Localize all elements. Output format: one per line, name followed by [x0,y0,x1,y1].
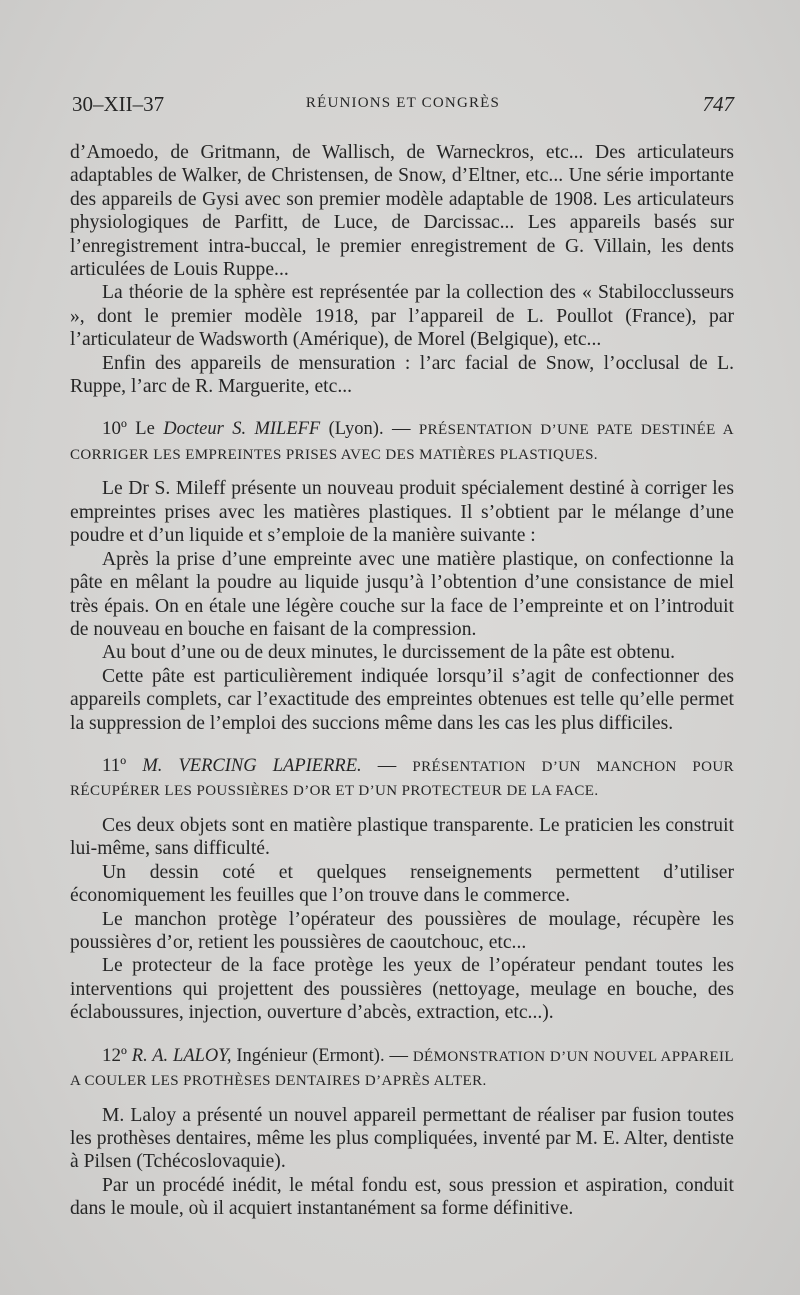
section-number: 11º [102,754,127,776]
section-heading-10 [70,417,734,467]
paragraph: M. Laloy a présenté un nouvel appareil permettant de réaliser par fusion toutes les prothèses dentaires, même les plus compliquées, inventé par M. E. Alter, dentiste à Pilsen (Tchécoslovaquie). [70,1104,734,1173]
page-body [70,141,734,1221]
running-header [72,92,734,122]
section-author: M. VERCING LAPIERRE. [142,755,362,776]
paragraph: Le protecteur de la face protège les yeux de l’opérateur pendant toutes les interventions qui projettent des poussières (nettoyage, meulage en bouche, des éclaboussures, injection, ouverture d’abcès, extraction, etc...). [70,955,734,1024]
section-author: R. A. LALOY, [131,1045,232,1066]
section-location: (Lyon). — [328,419,411,440]
paragraph: Le Dr S. Mileff présente un nouveau produit spécialement destiné à corriger les empreintes prises avec les matières plastiques. Il s’obtient par le mélange d’une poudre et d’un liquide et s’emploie de la manière suivante : [70,478,734,547]
section-author: Docteur S. MILEFF [163,419,321,440]
section-number: 10º [102,418,127,440]
paragraph: d’Amoedo, de Gritmann, de Wallisch, de Warneckros, etc... Des articulateurs adaptables de Walker, de Christensen, de Snow, d’Eltner, etc... Une série importante des appareils de Gysi avec son premier modèle adaptable de 1908. Les articulateurs physiologiques de Parfitt, de Luce, de Darcissac... Les appareils basés sur l’enregistrement intra-buccal, le premier enregistrement de G. Villain, les dents articulées de Louis Ruppe... [70,142,734,281]
section-location: Ingénieur (Ermont). — [236,1045,408,1066]
header-date: 30–XII–37 [72,92,165,116]
page-number: 747 [702,92,734,116]
paragraph: Au bout d’une ou de deux minutes, le durcissement de la pâte est obtenu. [102,642,675,664]
paragraph: Un dessin coté et quelques renseignements permettent d’utiliser économiquement les feuilles que l’on trouve dans le commerce. [70,861,734,907]
section-title: PRÉSENTATION D’UNE PATE DESTINÉE A CORRIGER LES EMPREINTES PRISES AVEC DES MATIÈRES PLASTIQUES. [70,422,735,463]
paragraph: Le manchon protège l’opérateur des poussières de moulage, récupère les poussières d’or, retient les poussières de caoutchouc, etc... [70,908,734,953]
paragraph: Ces deux objets sont en matière plastique transparente. Le praticien les construit lui-même, sans difficulté. [70,814,734,860]
paragraph: Par un procédé inédit, le métal fondu est, sous pression et aspiration, conduit dans le moule, où il acquiert instantanément sa forme définitive. [70,1174,734,1220]
section-heading-11 [70,754,734,804]
section-heading-12 [70,1044,734,1094]
paragraph: Enfin des appareils de mensuration : l’arc facial de Snow, l’occlusal de L. Ruppe, l’arc de R. Marguerite, etc... [70,352,734,398]
paragraph: La théorie de la sphère est représentée par la collection des « Stabilocclusseurs », dont le premier modèle 1918, par l’appareil de L. Poullot (France), par l’articulateur de Wadsworth (Amérique), de Morel (Belgique), etc... [70,282,734,351]
section-number: 12º [102,1044,127,1066]
section-prefix: Le [135,419,155,440]
section-title: DÉMONSTRATION D’UN NOUVEL APPAREIL A COULER LES PROTHÈSES DENTAIRES D’APRÈS ALTER. [70,1048,734,1090]
paragraph: Cette pâte est particulièrement indiquée lorsqu’il s’agit de confectionner des appareils complets, car l’exactitude des empreintes obtenues est telle qu’elle permet la suppression de l’emploi des succions même dans les cas les plus difficiles. [70,665,734,734]
section-dash: — [377,755,397,776]
section-title: PRÉSENTATION D’UN MANCHON POUR RÉCUPÉRER LES POUSSIÈRES D’OR ET D’UN PROTECTEUR DE LA FACE. [70,758,735,800]
header-title: RÉUNIONS ET CONGRÈS [305,95,501,111]
paragraph: Après la prise d’une empreinte avec une matière plastique, on confectionne la pâte en mêlant la poudre au liquide jusqu’à l’obtention d’une consistance de miel très épais. On en étale une légère couche sur la face de l’empreinte et on l’introduit de nouveau en bouche en faisant de la compression. [70,548,734,640]
